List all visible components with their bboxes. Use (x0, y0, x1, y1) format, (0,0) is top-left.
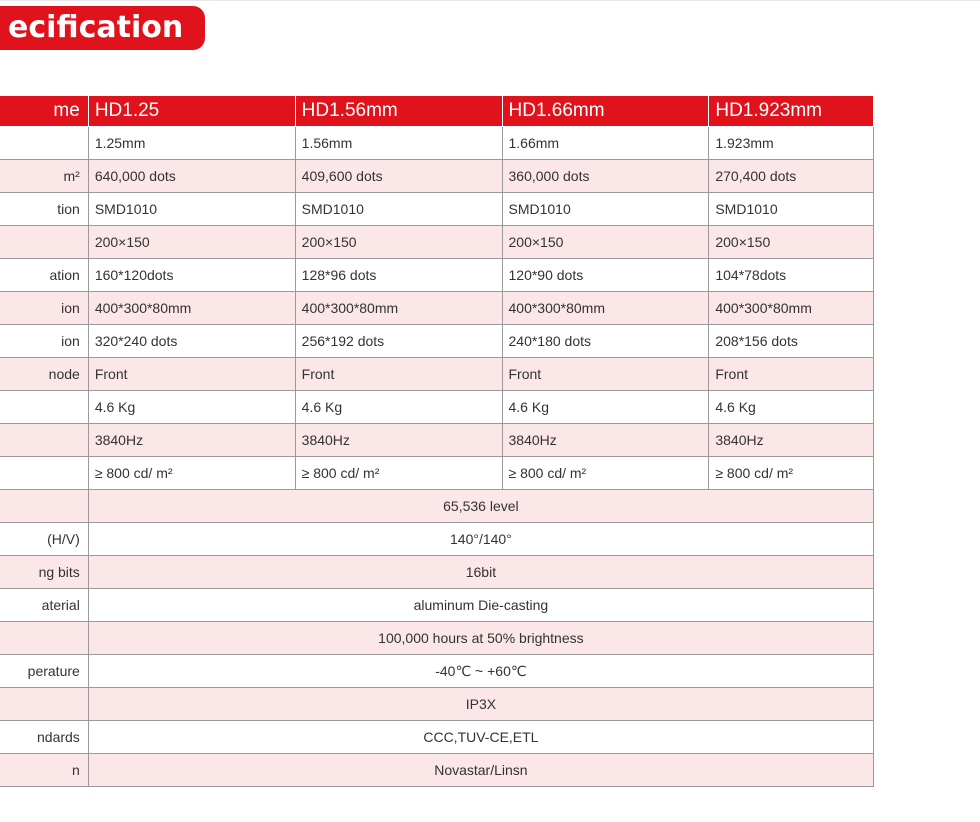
value-cell: ≥ 800 cd/ m² (88, 457, 295, 490)
table-row (0, 325, 874, 358)
value-cell: 400*300*80mm (295, 292, 502, 325)
row-label-cell: ndards (0, 721, 88, 754)
value-cell: 4.6 Kg (88, 391, 295, 424)
table-header-row (0, 96, 874, 127)
header-cell-hd1923: HD1.923mm (709, 96, 874, 127)
table-row (0, 292, 874, 325)
value-cell: 3840Hz (709, 424, 874, 457)
table-row (0, 127, 874, 160)
top-divider (0, 0, 980, 1)
value-cell: 3840Hz (295, 424, 502, 457)
value-cell: 320*240 dots (88, 325, 295, 358)
value-cell: 360,000 dots (502, 160, 709, 193)
value-cell: SMD1010 (295, 193, 502, 226)
value-cell: ≥ 800 cd/ m² (295, 457, 502, 490)
value-cell: 1.56mm (295, 127, 502, 160)
merged-value-cell: Novastar/Linsn (88, 754, 873, 787)
header-cell-name: me (0, 96, 88, 127)
merged-value-cell: CCC,TUV-CE,ETL (88, 721, 873, 754)
row-label-cell: tion (0, 193, 88, 226)
row-label-cell: perature (0, 655, 88, 688)
merged-value-cell: -40℃ ~ +60℃ (88, 655, 873, 688)
row-label-cell: n (0, 754, 88, 787)
table-row (0, 490, 874, 523)
row-label-cell: ation (0, 259, 88, 292)
row-label-cell (0, 688, 88, 721)
row-label-cell (0, 490, 88, 523)
table-row (0, 391, 874, 424)
table-row (0, 457, 874, 490)
value-cell: 1.66mm (502, 127, 709, 160)
merged-value-cell: 140°/140° (88, 523, 873, 556)
header-cell-hd166: HD1.66mm (502, 96, 709, 127)
table-row (0, 424, 874, 457)
row-label-cell (0, 622, 88, 655)
row-label-cell (0, 127, 88, 160)
table-row (0, 589, 874, 622)
value-cell: SMD1010 (88, 193, 295, 226)
value-cell: 1.25mm (88, 127, 295, 160)
row-label-cell (0, 226, 88, 259)
value-cell: 4.6 Kg (295, 391, 502, 424)
value-cell: 128*96 dots (295, 259, 502, 292)
row-label-cell: ng bits (0, 556, 88, 589)
value-cell: Front (502, 358, 709, 391)
table-row (0, 721, 874, 754)
merged-value-cell: 16bit (88, 556, 873, 589)
merged-value-cell: aluminum Die-casting (88, 589, 873, 622)
row-label-cell: node (0, 358, 88, 391)
value-cell: Front (295, 358, 502, 391)
row-label-cell (0, 457, 88, 490)
row-label-cell: ion (0, 325, 88, 358)
row-label-cell (0, 424, 88, 457)
value-cell: 409,600 dots (295, 160, 502, 193)
header-cell-hd156: HD1.56mm (295, 96, 502, 127)
section-title-badge (0, 6, 205, 50)
specification-table-body (0, 96, 874, 787)
table-row (0, 226, 874, 259)
value-cell: 120*90 dots (502, 259, 709, 292)
value-cell: 270,400 dots (709, 160, 874, 193)
row-label-cell: m² (0, 160, 88, 193)
table-row (0, 655, 874, 688)
value-cell: SMD1010 (502, 193, 709, 226)
row-label-cell (0, 391, 88, 424)
value-cell: 200×150 (88, 226, 295, 259)
value-cell: 200×150 (709, 226, 874, 259)
specification-table (0, 96, 874, 787)
table-row (0, 688, 874, 721)
value-cell: 400*300*80mm (88, 292, 295, 325)
merged-value-cell: 100,000 hours at 50% brightness (88, 622, 873, 655)
value-cell: 104*78dots (709, 259, 874, 292)
table-row (0, 523, 874, 556)
table-row (0, 622, 874, 655)
value-cell: 200×150 (502, 226, 709, 259)
value-cell: 160*120dots (88, 259, 295, 292)
value-cell: 256*192 dots (295, 325, 502, 358)
value-cell: 640,000 dots (88, 160, 295, 193)
table-row (0, 556, 874, 589)
row-label-cell: aterial (0, 589, 88, 622)
value-cell: 1.923mm (709, 127, 874, 160)
value-cell: 208*156 dots (709, 325, 874, 358)
value-cell: Front (88, 358, 295, 391)
value-cell: ≥ 800 cd/ m² (709, 457, 874, 490)
value-cell: 4.6 Kg (502, 391, 709, 424)
value-cell: 3840Hz (502, 424, 709, 457)
value-cell: 240*180 dots (502, 325, 709, 358)
table-row (0, 259, 874, 292)
value-cell: 400*300*80mm (709, 292, 874, 325)
table-row (0, 160, 874, 193)
value-cell: Front (709, 358, 874, 391)
value-cell: 3840Hz (88, 424, 295, 457)
value-cell: 4.6 Kg (709, 391, 874, 424)
table-row (0, 193, 874, 226)
value-cell: SMD1010 (709, 193, 874, 226)
merged-value-cell: IP3X (88, 688, 873, 721)
section-title: ecification (8, 10, 184, 45)
table-row (0, 358, 874, 391)
value-cell: 200×150 (295, 226, 502, 259)
header-cell-hd125: HD1.25 (88, 96, 295, 127)
value-cell: ≥ 800 cd/ m² (502, 457, 709, 490)
row-label-cell: (H/V) (0, 523, 88, 556)
table-row (0, 754, 874, 787)
value-cell: 400*300*80mm (502, 292, 709, 325)
row-label-cell: ion (0, 292, 88, 325)
merged-value-cell: 65,536 level (88, 490, 873, 523)
